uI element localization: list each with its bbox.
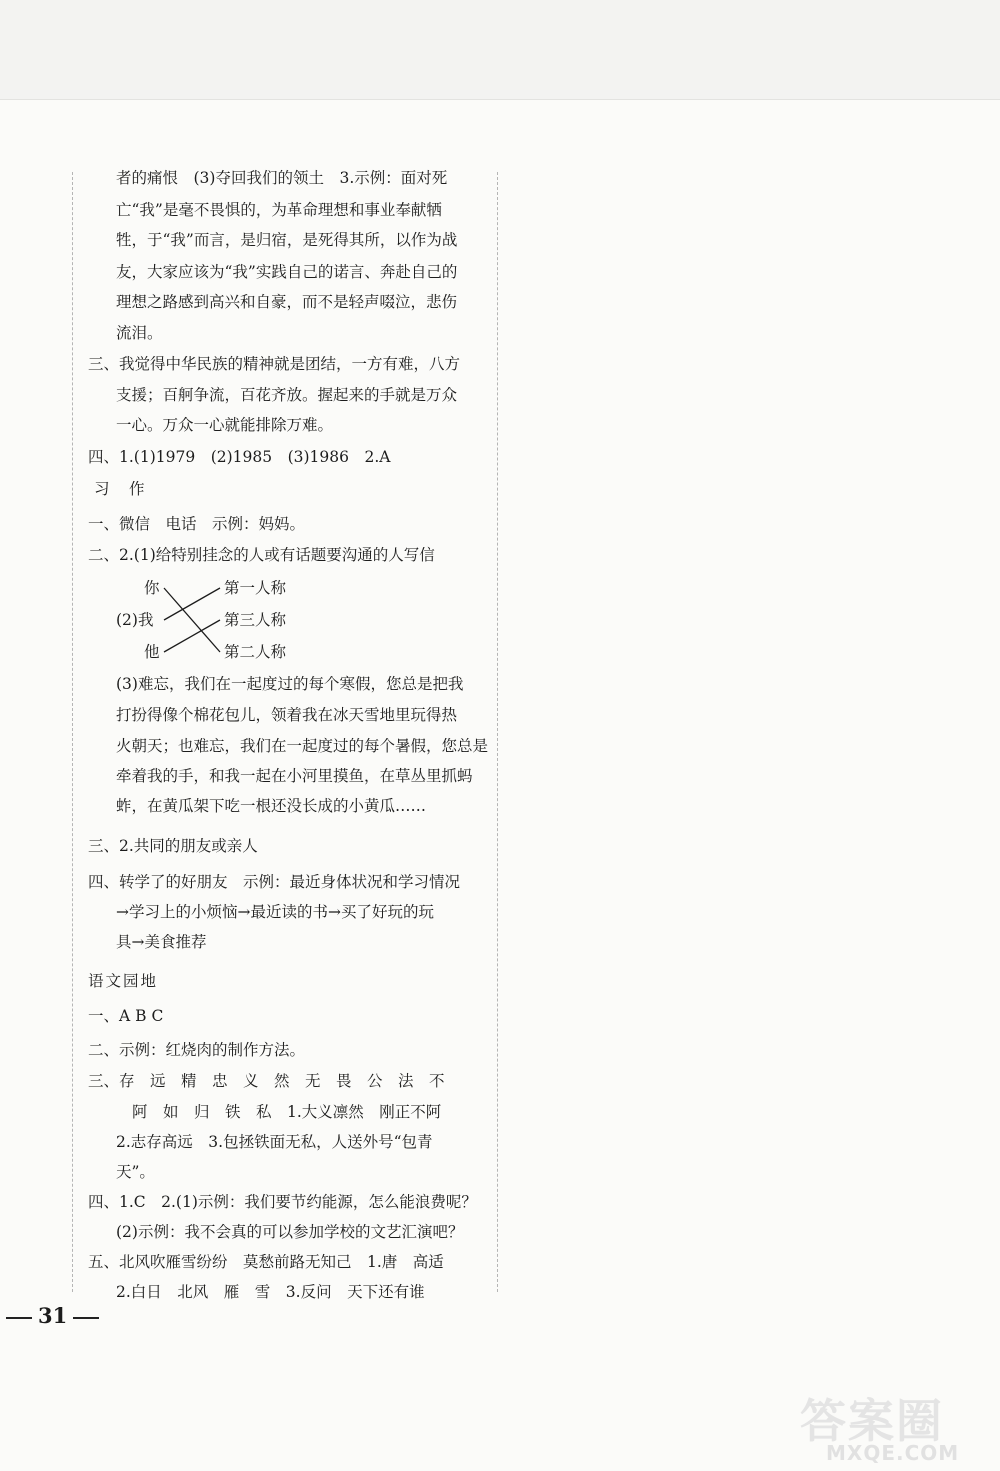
column-separator [72, 172, 73, 1292]
match-left-ta: 他 [144, 643, 160, 661]
answer-line: 三、我觉得中华民族的精神就是团结，一方有难，八方 [88, 355, 461, 373]
answer-line: 二、示例：红烧肉的制作方法。 [88, 1041, 306, 1059]
answer-line: 者的痛恨 (3)夺回我们的领土 3.示例：面对死 [116, 169, 448, 187]
answer-line: 火朝天；也难忘，我们在一起度过的每个暑假，您总是 [116, 737, 489, 755]
answer-line: 一、微信 电话 示例：妈妈。 [88, 515, 306, 533]
answer-line: 流泪。 [116, 324, 163, 342]
page-number [0, 1303, 105, 1328]
answer-line: 具→美食推荐 [116, 933, 207, 951]
answer-line: (3)难忘，我们在一起度过的每个寒假，您总是把我 [116, 675, 464, 693]
matching-lines [88, 576, 248, 666]
answer-line: 亡“我”是毫不畏惧的，为革命理想和事业奉献牺 [116, 201, 442, 219]
column-separator [497, 172, 498, 1292]
watermark-text: 答案圈 [800, 1394, 944, 1448]
section-heading-yuwen-yuandi: 语文园地 [88, 972, 159, 990]
answer-line: 2.白日 北风 雁 雪 3.反问 天下还有谁 [116, 1283, 425, 1301]
answer-line: 四、转学了的好朋友 示例：最近身体状况和学习情况 [88, 873, 461, 891]
page-dash-left [6, 1317, 32, 1319]
answer-line: 理想之路感到高兴和自豪，而不是轻声啜泣，悲伤 [116, 293, 458, 311]
match-left-you: 你 [144, 579, 160, 597]
answer-line: 友，大家应该为“我”实践自己的诺言、奔赴自己的 [116, 263, 458, 281]
top-margin-band [0, 0, 1000, 100]
match-line-ta-third [164, 620, 220, 652]
match-line-you-second [164, 588, 220, 652]
match-line-wo-first [164, 588, 220, 620]
page-dash-right [73, 1317, 99, 1319]
match-right-third-person: 第三人称 [224, 611, 287, 629]
answer-line: 一心。万众一心就能排除万难。 [116, 416, 334, 434]
match-right-second-person: 第二人称 [224, 643, 287, 661]
answer-line: 打扮得像个棉花包儿，领着我在冰天雪地里玩得热 [116, 706, 458, 724]
answer-line: 天”。 [116, 1163, 155, 1181]
answer-line: 蚱，在黄瓜架下吃一根还没长成的小黄瓜…… [116, 797, 427, 815]
answer-line: 三、存 远 精 忠 义 然 无 畏 公 法 不 [88, 1072, 445, 1090]
answer-line: →学习上的小烦恼→最近读的书→买了好玩的玩 [116, 903, 434, 921]
match-left-wo: (2)我 [116, 611, 154, 629]
watermark-logo [800, 1385, 995, 1470]
answer-line: 阿 如 归 铁 私 1.大义凛然 刚正不阿 [132, 1103, 442, 1121]
answer-line: 牲，于“我”而言，是归宿，是死得其所，以作为战 [116, 231, 458, 249]
answer-line: 五、北风吹雁雪纷纷 莫愁前路无知己 1.唐 高适 [88, 1253, 444, 1271]
answer-line: 支援；百舸争流，百花齐放。握起来的手就是万众 [116, 386, 458, 404]
answer-line: (2)示例：我不会真的可以参加学校的文艺汇演吧？ [116, 1223, 464, 1241]
answer-line: 四、1.C 2.(1)示例：我们要节约能源，怎么能浪费呢？ [88, 1193, 477, 1211]
page-number-value: 31 [38, 1303, 68, 1328]
watermark-url: MXQE.COM [826, 1441, 960, 1465]
answer-line: 牵着我的手，和我一起在小河里摸鱼，在草丛里抓蚂 [116, 767, 473, 785]
match-right-first-person: 第一人称 [224, 579, 287, 597]
answer-line: 2.志存高远 3.包拯铁面无私，人送外号“包青 [116, 1133, 433, 1151]
answer-line: 三、2.共同的朋友或亲人 [88, 837, 258, 855]
answer-line: 四、1.(1)1979 (2)1985 (3)1986 2.A [88, 448, 391, 466]
top-rule [0, 99, 1000, 100]
section-heading-xizuo: 习 作 [94, 480, 147, 498]
answer-line: 一、A B C [88, 1007, 164, 1025]
answer-line: 二、2.(1)给特别挂念的人或有话题要沟通的人写信 [88, 546, 435, 564]
